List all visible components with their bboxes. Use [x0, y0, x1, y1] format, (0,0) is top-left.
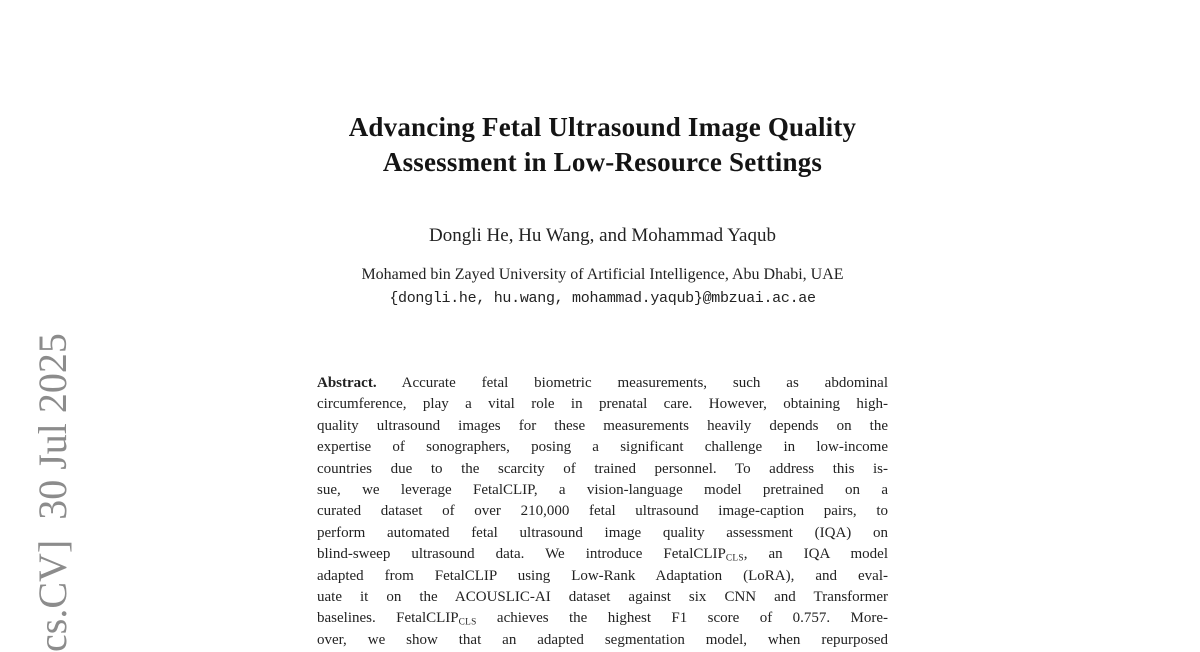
email-line: {dongli.he, hu.wang, mohammad.yaqub}@mbzuai.ac.ae	[389, 290, 816, 307]
abstract-line: curated dataset of over 210,000 fetal ultrasound image-caption pairs, to	[317, 503, 888, 520]
article-column	[302, 0, 903, 648]
affiliation-line: Mohamed bin Zayed University of Artificial Intelligence, Abu Dhabi, UAE	[361, 266, 844, 283]
abstract-line: countries due to the scarcity of trained personnel. To address this is-	[317, 460, 888, 477]
abstract-line: expertise of sonographers, posing a significant challenge in low-income	[317, 439, 888, 456]
abstract-line: circumference, play a vital role in prenatal care. However, obtaining high-	[317, 396, 888, 413]
title-line-1: Advancing Fetal Ultrasound Image Quality	[348, 112, 857, 142]
abstract-line: blind-sweep ultrasound data. We introduce FetalCLIP$_{CLS}$, an IQA model	[317, 546, 888, 564]
abstract-line: sue, we leverage FetalCLIP, a vision-language model pretrained on a	[317, 481, 888, 498]
arxiv-watermark: cs.CV] 30 Jul 2025	[30, 333, 75, 652]
abstract-line: over, we show that an adapted segmentation model, when repurposed	[317, 631, 888, 648]
title-line-2: Assessment in Low-Resource Settings	[382, 147, 823, 177]
page-title	[302, 110, 903, 180]
authors-line: Dongli He, Hu Wang, and Mohammad Yaqub	[429, 225, 776, 246]
abstract-line: quality ultrasound images for these measurements heavily depends on the	[317, 417, 888, 434]
abstract-line: adapted from FetalCLIP using Low-Rank Adaptation (LoRA), and eval-	[317, 567, 888, 584]
abstract-line: baselines. FetalCLIP$_{CLS}$ achieves the highest F1 score of 0.757. More-	[317, 610, 889, 628]
abstract-line: uate it on the ACOUSLIC-AI dataset against six CNN and Transformer	[317, 588, 888, 605]
abstract-line: Abstract. Accurate fetal biometric measurements, such as abdominal	[317, 375, 888, 391]
abstract-line: perform automated fetal ultrasound image quality assessment (IQA) on	[317, 524, 888, 541]
abstract-section	[317, 373, 888, 651]
